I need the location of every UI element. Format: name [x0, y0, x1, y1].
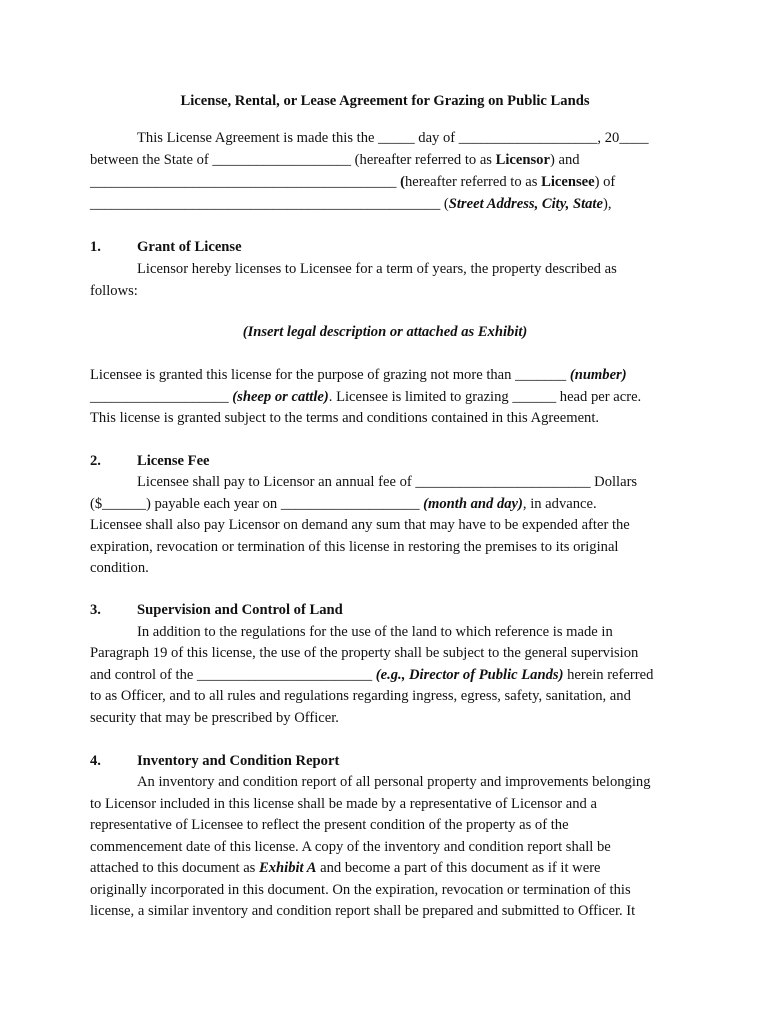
s1-line-1: Licensor hereby licenses to Licensee for a term of years, the property described as — [137, 261, 617, 277]
intro-text: ) of — [594, 174, 616, 190]
s3-line-2: Paragraph 19 of this license, the use of the property shall be subject to the general supervision — [90, 645, 639, 661]
officer-hint: (e.g., Director of Public Lands) — [375, 667, 564, 683]
intro-text: ), — [602, 196, 612, 212]
s1-text: . Licensee is limited to grazing ______ head per acre. — [328, 389, 642, 405]
intro-paren: ( — [400, 174, 405, 190]
s3-line-3 — [90, 665, 690, 686]
intro-line-4 — [90, 194, 690, 215]
section-1-number: 1. — [90, 239, 101, 255]
s4-line-3: representative of Licensee to reflect the present condition of the property as of the — [90, 817, 569, 833]
address-hint: Street Address, City, State — [448, 196, 603, 212]
s2-line-1: Licensee shall pay to Licensor an annual fee of ________________________ Dollars — [137, 474, 638, 490]
s2-line-2 — [90, 494, 690, 515]
s2-line-4: expiration, revocation or termination of this license in restoring the premises to its original — [90, 539, 619, 555]
date-hint: (month and day) — [423, 496, 523, 512]
s4-text: attached to this document as — [90, 860, 259, 876]
intro-text: __________________________________________ — [90, 174, 401, 190]
s1-line-4 — [90, 387, 690, 408]
document-title: License, Rental, or Lease Agreement for Grazing on Public Lands — [180, 93, 590, 109]
number-hint: (number) — [569, 367, 627, 383]
s1-line-2: follows: — [90, 283, 138, 299]
legal-description-placeholder: (Insert legal description or attached as Exhibit) — [242, 324, 528, 340]
s4-line-7: license, a similar inventory and condition report shall be prepared and submitted to Officer. It — [90, 903, 636, 919]
s1-line-5: This license is granted subject to the terms and conditions contained in this Agreement. — [90, 410, 600, 426]
s3-text: herein referred — [563, 667, 654, 683]
s4-text: and become a part of this document as if it were — [316, 860, 601, 876]
s1-text: Licensee is granted this license for the purpose of grazing not more than _______ — [90, 367, 570, 383]
s4-line-1: An inventory and condition report of all personal property and improvements belonging — [137, 774, 651, 790]
officer-term: Officer, — [120, 688, 166, 704]
exhibit-a-term: Exhibit A — [259, 860, 317, 876]
s4-line-2: to Licensor included in this license shall be made by a representative of Licensor and a — [90, 796, 597, 812]
s3-line-4 — [90, 686, 690, 707]
s3-text: to as — [90, 688, 121, 704]
s2-line-3: Licensee shall also pay Licensor on demand any sum that may have to be expended after the — [90, 517, 630, 533]
s2-line-5: condition. — [90, 560, 149, 576]
s3-line-1: In addition to the regulations for the use of the land to which reference is made in — [137, 624, 613, 640]
s4-line-5 — [90, 858, 690, 879]
intro-line-1: This License Agreement is made this the _____ day of ___________________, 20____ — [137, 130, 649, 146]
section-2-title: License Fee — [137, 453, 210, 469]
s2-text: , in advance. — [522, 496, 597, 512]
section-1-title: Grant of License — [137, 239, 242, 255]
intro-text: hereafter referred to as — [405, 174, 542, 190]
intro-line-2 — [90, 150, 690, 171]
section-2-number: 2. — [90, 453, 101, 469]
s3-text: and control of the ________________________ — [90, 667, 376, 683]
licensee-term: Licensee — [541, 174, 595, 190]
section-3-title: Supervision and Control of Land — [137, 602, 343, 618]
s1-line-3 — [90, 365, 690, 386]
s1-text: ___________________ — [90, 389, 233, 405]
livestock-hint: (sheep or cattle) — [232, 389, 329, 405]
section-4-title: Inventory and Condition Report — [137, 753, 340, 769]
s3-line-5: security that may be prescribed by Officer. — [90, 710, 339, 726]
section-3-number: 3. — [90, 602, 101, 618]
licensor-term: Licensor — [495, 152, 550, 168]
section-4-number: 4. — [90, 753, 101, 769]
intro-text: ) and — [549, 152, 580, 168]
s4-line-6: originally incorporated in this document. On the expiration, revocation or termination of this — [90, 882, 631, 898]
s3-text: and to all rules and regulations regarding ingress, egress, safety, sanitation, and — [165, 688, 631, 704]
s2-text: ($______) payable each year on ___________________ — [90, 496, 424, 512]
intro-text: between the State of ___________________ (hereafter referred to as — [90, 152, 496, 168]
s4-line-4: commencement date of this license. A copy of the inventory and condition report shall be — [90, 839, 611, 855]
intro-line-3 — [90, 172, 690, 193]
intro-text: ________________________________________________ ( — [90, 196, 449, 212]
